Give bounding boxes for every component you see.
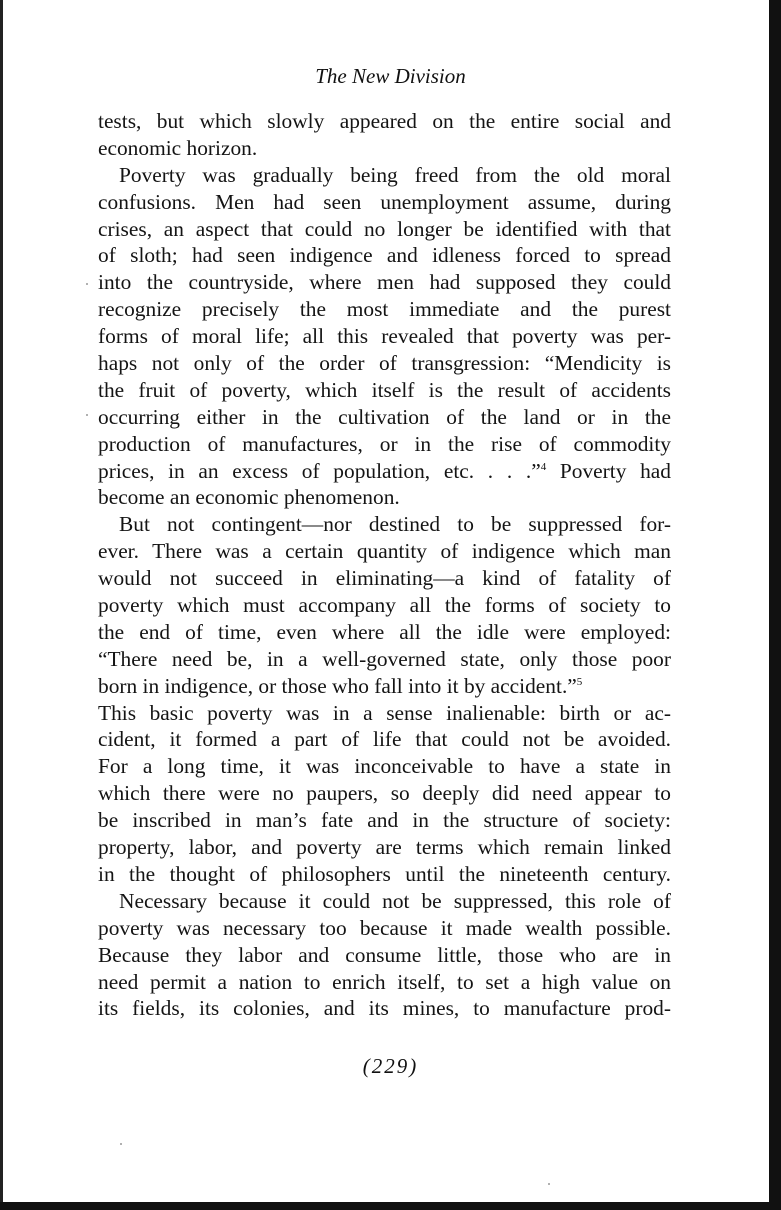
text-line (98, 565, 671, 592)
text-line (98, 538, 671, 565)
text-line-content: prices, in an excess of population, etc. . . .” (98, 458, 541, 483)
text-line-content: Necessary because it could not be suppressed, this role of (119, 888, 671, 913)
text-line (98, 619, 671, 646)
text-line (98, 780, 671, 807)
text-line (98, 404, 671, 431)
text-line-content: need permit a nation to enrich itself, to set a high value on (98, 969, 671, 994)
text-line-content: poverty was necessary too because it made wealth possible. (98, 915, 671, 940)
text-line-content: which there were no paupers, so deeply did need appear to (98, 781, 671, 806)
text-line (98, 269, 671, 296)
text-line-content: Poverty was gradually being freed from the old moral (119, 162, 671, 187)
text-line (98, 888, 671, 915)
text-line (98, 915, 671, 942)
scan-speck (120, 1143, 122, 1145)
text-line-content: “There need be, in a well-governed state, only those poor (98, 646, 671, 671)
text-line-content: forms of moral life; all this revealed that poverty was per- (98, 324, 671, 349)
text-line-content: crises, an aspect that could no longer be identified with that (98, 216, 671, 241)
text-line-content: of sloth; had seen indigence and idleness forced to spread (98, 243, 671, 268)
text-line (98, 646, 671, 673)
text-line (98, 700, 671, 727)
text-line-content: be inscribed in man’s fate and in the structure of society: (98, 808, 671, 833)
text-line-content: economic horizon. (98, 135, 258, 160)
text-line (98, 995, 671, 1022)
text-line-content: its fields, its colonies, and its mines, to manufacture prod- (98, 996, 671, 1021)
text-line-content: into the countryside, where men had supposed they could (98, 270, 671, 295)
text-line-content: confusions. Men had seen unemployment assume, during (98, 189, 671, 214)
text-line (98, 807, 671, 834)
scan-edge-bottom (0, 1202, 781, 1210)
text-line-content: become an economic phenomenon. (98, 485, 400, 510)
text-line-content: recognize precisely the most immediate and the purest (98, 297, 671, 322)
text-line-content: would not succeed in eliminating—a kind of fatality of (98, 566, 671, 591)
text-line-content: But not contingent—nor destined to be suppressed for- (119, 512, 671, 537)
scan-speck (86, 283, 88, 285)
text-line-content: cident, it formed a part of life that could not be avoided. (98, 727, 671, 752)
text-line (98, 969, 671, 996)
text-line-content: property, labor, and poverty are terms which remain linked (98, 835, 671, 860)
footnote-marker: 4 (540, 460, 547, 473)
text-line (98, 216, 671, 243)
text-line (98, 458, 671, 485)
text-line (98, 484, 671, 511)
text-line (98, 753, 671, 780)
text-line (98, 162, 671, 189)
text-line-content: occurring either in the cultivation of the land or in the (98, 404, 671, 429)
text-line (98, 189, 671, 216)
scan-speck (548, 1183, 550, 1185)
text-line (98, 726, 671, 753)
text-line-content: born in indigence, or those who fall into it by accident.” (98, 673, 577, 698)
text-line-content: For a long time, it was inconceivable to have a state in (98, 754, 671, 779)
text-line (98, 350, 671, 377)
scan-edge-right (769, 0, 781, 1210)
body-text (98, 108, 671, 1022)
text-line (98, 323, 671, 350)
text-line-content: in the thought of philosophers until the nineteenth century. (98, 861, 671, 886)
text-line (98, 296, 671, 323)
text-line-content: the end of time, even where all the idle were employed: (98, 619, 671, 644)
text-line-continuation: Poverty had (546, 458, 671, 483)
scan-speck (86, 414, 88, 416)
text-line-content: tests, but which slowly appeared on the entire social and (98, 109, 671, 133)
text-line-content: poverty which must accompany all the forms of society to (98, 593, 671, 618)
page-number: (229) (362, 1054, 419, 1078)
text-line (98, 377, 671, 404)
text-line (98, 861, 671, 888)
text-line (98, 135, 671, 162)
text-line (98, 511, 671, 538)
text-line-content: ever. There was a certain quantity of indigence which man (98, 539, 671, 564)
text-line (98, 108, 671, 135)
scan-edge-left (0, 0, 3, 1210)
running-head: The New Division (315, 64, 466, 88)
text-line (98, 942, 671, 969)
text-line-content: haps not only of the order of transgression: “Mendicity is (98, 351, 671, 376)
footnote-marker: 5 (576, 675, 583, 688)
text-line (98, 431, 671, 458)
text-line-content: This basic poverty was in a sense inalienable: birth or ac- (98, 700, 671, 725)
text-line (98, 834, 671, 861)
text-line-content: the fruit of poverty, which itself is the result of accidents (98, 377, 671, 402)
text-line-content: Because they labor and consume little, those who are in (98, 942, 671, 967)
text-line (98, 592, 671, 619)
text-line (98, 673, 671, 700)
text-line (98, 242, 671, 269)
text-line-content: production of manufactures, or in the rise of commodity (98, 431, 671, 456)
